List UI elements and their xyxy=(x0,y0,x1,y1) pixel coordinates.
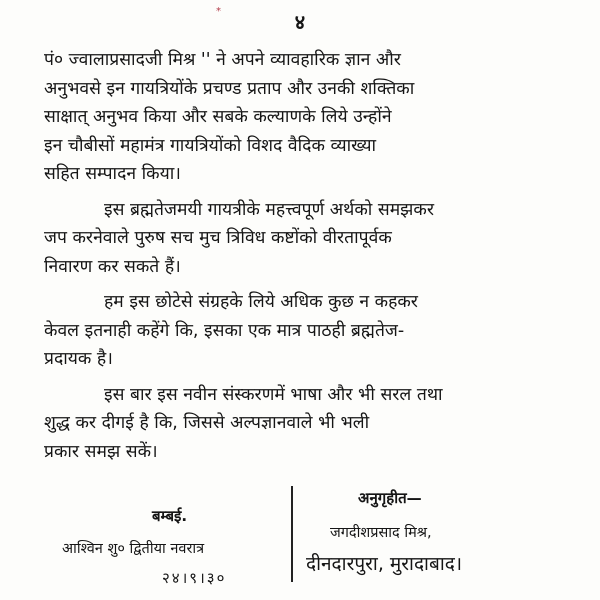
paragraph-line: हम इस छोटेसे संग्रहके लिये अधिक कुछ न कहकर xyxy=(104,292,418,312)
paragraph-line: साक्षात् अनुभव किया और सबके कल्याणके लिये उन्होंने xyxy=(44,107,392,127)
paragraph-line: इस ब्रह्मतेजमयी गायत्रीके महत्त्वपूर्ण अर्थको समझकर xyxy=(104,199,435,220)
footer-place-date xyxy=(62,506,292,588)
preface-body xyxy=(44,46,560,466)
footer-city: बम्बई. xyxy=(152,507,188,525)
paragraph-1 xyxy=(44,46,560,189)
compiler-name: जगदीशप्रसाद मिश्र, xyxy=(330,525,432,541)
paragraph-line: प्रदायक है। xyxy=(44,349,113,369)
paragraph-line: इन चौबीसों महामंत्र गायत्रियोंको विशद वैदिक व्याख्या xyxy=(44,135,377,156)
paragraph-line: केवल इतनाही कहेंगे कि, इसका एक मात्र पाठही ब्रह्मतेज- xyxy=(44,320,405,341)
paragraph-line: पं० ज्वालाप्रसादजी मिश्र '' ने अपने व्यावहारिक ज्ञान और xyxy=(44,50,401,70)
compiler-place: दीनदारपुरा, मुरादाबाद। xyxy=(306,553,463,575)
paragraph-line: शुद्ध कर दीगई है कि, जिससे अल्पज्ञानवाले भी भली xyxy=(44,413,370,433)
paragraph-line: अनुभवसे इन गायत्रियोंके प्रचण्ड प्रताप और उनकी शक्तिका xyxy=(44,78,415,99)
paragraph-3 xyxy=(44,288,560,374)
paragraph-line: प्रकार समझ सकें। xyxy=(44,441,158,462)
footer-date-numeric: २४।९।३० xyxy=(162,569,227,587)
paragraph-line: सहित सम्पादन किया। xyxy=(44,164,181,184)
paragraph-4 xyxy=(44,381,560,467)
ink-mark: * xyxy=(216,6,221,17)
footer-divider xyxy=(291,486,293,582)
footer-compiler xyxy=(300,488,570,576)
paragraph-line: निवारण कर सकते हैं। xyxy=(44,256,181,277)
page-number: ४ xyxy=(294,10,306,34)
paragraph-line: इस बार इस नवीन संस्करणमें भाषा और भी सरल तथा xyxy=(104,384,443,405)
paragraph-line: जप करनेवाले पुरुष सच मुच त्रिविध कष्टोंको वीरतापूर्वक xyxy=(44,228,392,248)
footer-date-text: आश्विन शु० द्वितीया नवरात्र xyxy=(62,541,205,557)
paragraph-2 xyxy=(44,196,560,282)
compiler-label: अनुगृहीत— xyxy=(358,489,422,507)
